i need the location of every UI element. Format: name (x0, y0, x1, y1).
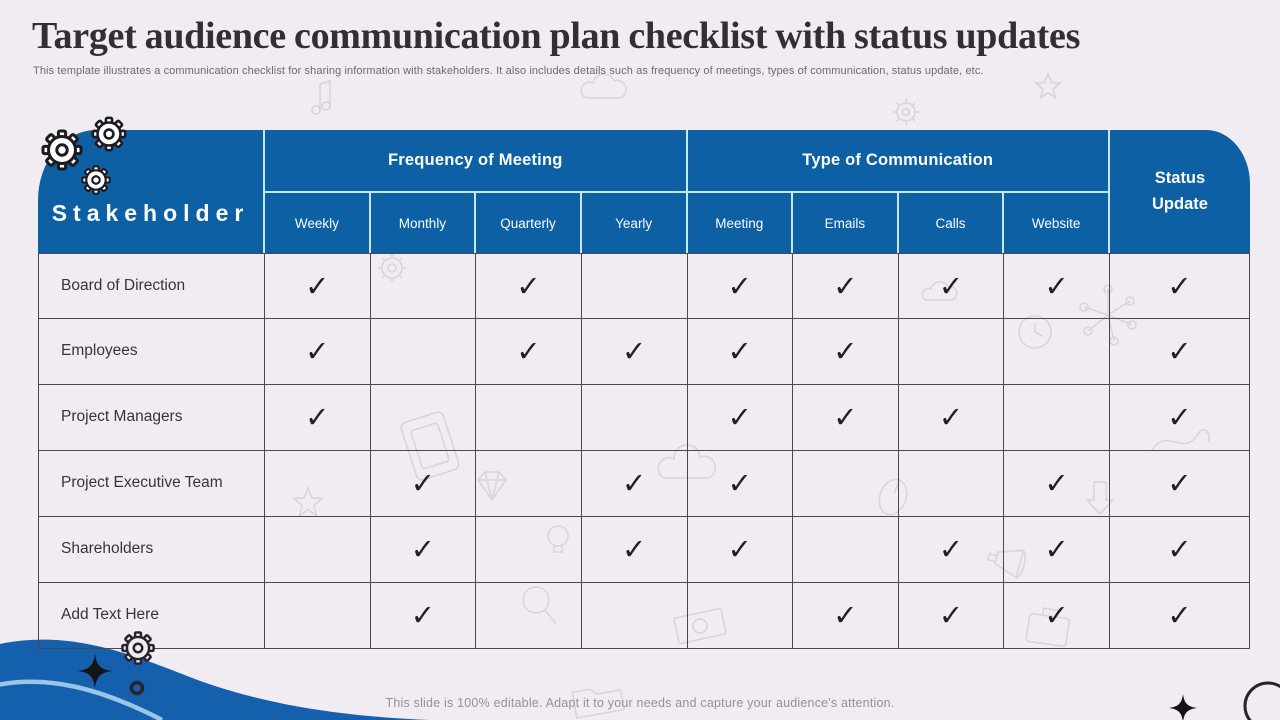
check-cell-checked: ✓ (1110, 253, 1250, 319)
check-cell-empty (371, 385, 477, 451)
check-cell-checked: ✓ (582, 517, 688, 583)
table-row (38, 583, 1250, 649)
table-header (38, 130, 1250, 253)
check-cell-checked: ✓ (371, 583, 477, 649)
check-cell-checked: ✓ (265, 253, 371, 319)
stakeholder-label: Add Text Here (38, 583, 265, 649)
check-cell-checked: ✓ (1004, 517, 1110, 583)
check-cell-checked: ✓ (688, 253, 794, 319)
check-cell-empty (476, 583, 582, 649)
gear-icon (893, 99, 919, 125)
check-cell-checked: ✓ (899, 385, 1005, 451)
check-cell-empty (265, 583, 371, 649)
check-cell-empty (793, 517, 899, 583)
subheader-quarterly: Quarterly (476, 193, 582, 253)
check-cell-checked: ✓ (1004, 583, 1110, 649)
check-cell-checked: ✓ (793, 253, 899, 319)
check-cell-checked: ✓ (688, 319, 794, 385)
gear-cluster-icon (24, 108, 140, 206)
check-cell-empty (476, 385, 582, 451)
check-cell-empty (1004, 319, 1110, 385)
check-cell-empty (899, 451, 1005, 517)
check-cell-checked: ✓ (371, 517, 477, 583)
frequency-group-header: Frequency of Meeting (265, 130, 687, 193)
check-cell-checked: ✓ (688, 451, 794, 517)
stakeholder-label: Project Managers (38, 385, 265, 451)
check-cell-checked: ✓ (1110, 583, 1250, 649)
check-cell-checked: ✓ (1110, 451, 1250, 517)
subheader-meeting: Meeting (688, 193, 794, 253)
cloud-icon (581, 74, 626, 98)
communication-group-header: Type of Communication (688, 130, 1110, 193)
check-cell-empty (476, 517, 582, 583)
check-cell-checked: ✓ (265, 385, 371, 451)
check-cell-checked: ✓ (1004, 253, 1110, 319)
subheader-emails: Emails (793, 193, 899, 253)
check-cell-empty (265, 517, 371, 583)
check-cell-checked: ✓ (371, 451, 477, 517)
stakeholder-label: Employees (38, 319, 265, 385)
check-cell-checked: ✓ (1110, 385, 1250, 451)
music-note-icon (312, 81, 330, 114)
status-update-header: Status Update (1110, 130, 1250, 253)
table-row (38, 385, 1250, 451)
table-row (38, 253, 1250, 319)
subheader-monthly: Monthly (371, 193, 477, 253)
check-cell-checked: ✓ (1004, 451, 1110, 517)
subheader-yearly: Yearly (582, 193, 688, 253)
table-row (38, 517, 1250, 583)
check-cell-checked: ✓ (265, 319, 371, 385)
check-cell-checked: ✓ (793, 319, 899, 385)
stakeholder-label: Board of Direction (38, 253, 265, 319)
stakeholder-label: Shareholders (38, 517, 265, 583)
check-cell-checked: ✓ (1110, 517, 1250, 583)
stakeholder-header: Stakeholder (38, 130, 265, 253)
star-icon (1036, 74, 1060, 98)
page-title: Target audience communication plan checklist with status updates (32, 15, 1081, 57)
check-cell-checked: ✓ (899, 583, 1005, 649)
check-cell-empty (582, 583, 688, 649)
check-cell-empty (582, 253, 688, 319)
check-cell-empty (688, 583, 794, 649)
table-row (38, 451, 1250, 517)
check-cell-checked: ✓ (899, 517, 1005, 583)
check-cell-checked: ✓ (476, 319, 582, 385)
check-cell-checked: ✓ (1110, 319, 1250, 385)
check-cell-empty (582, 385, 688, 451)
table-row (38, 319, 1250, 385)
stakeholder-label: Project Executive Team (38, 451, 265, 517)
check-cell-checked: ✓ (688, 385, 794, 451)
subheader-calls: Calls (899, 193, 1005, 253)
check-cell-empty (1004, 385, 1110, 451)
check-cell-checked: ✓ (582, 451, 688, 517)
check-cell-empty (265, 451, 371, 517)
communication-plan-table (38, 130, 1250, 649)
page-subtitle: This template illustrates a communication checklist for sharing information with stakeholders. It also includes details such as frequency of meetings, types of communication, status update, etc. (33, 65, 984, 77)
check-cell-checked: ✓ (793, 583, 899, 649)
table-body (38, 253, 1250, 649)
footer-note: This slide is 100% editable. Adapt it to your needs and capture your audience's attention. (385, 696, 895, 710)
check-cell-checked: ✓ (582, 319, 688, 385)
check-cell-empty (793, 451, 899, 517)
check-cell-checked: ✓ (476, 253, 582, 319)
subheader-weekly: Weekly (265, 193, 371, 253)
subheader-website: Website (1004, 193, 1110, 253)
check-cell-empty (476, 451, 582, 517)
check-cell-checked: ✓ (899, 253, 1005, 319)
check-cell-checked: ✓ (688, 517, 794, 583)
check-cell-empty (371, 319, 477, 385)
check-cell-empty (899, 319, 1005, 385)
check-cell-empty (371, 253, 477, 319)
check-cell-checked: ✓ (793, 385, 899, 451)
